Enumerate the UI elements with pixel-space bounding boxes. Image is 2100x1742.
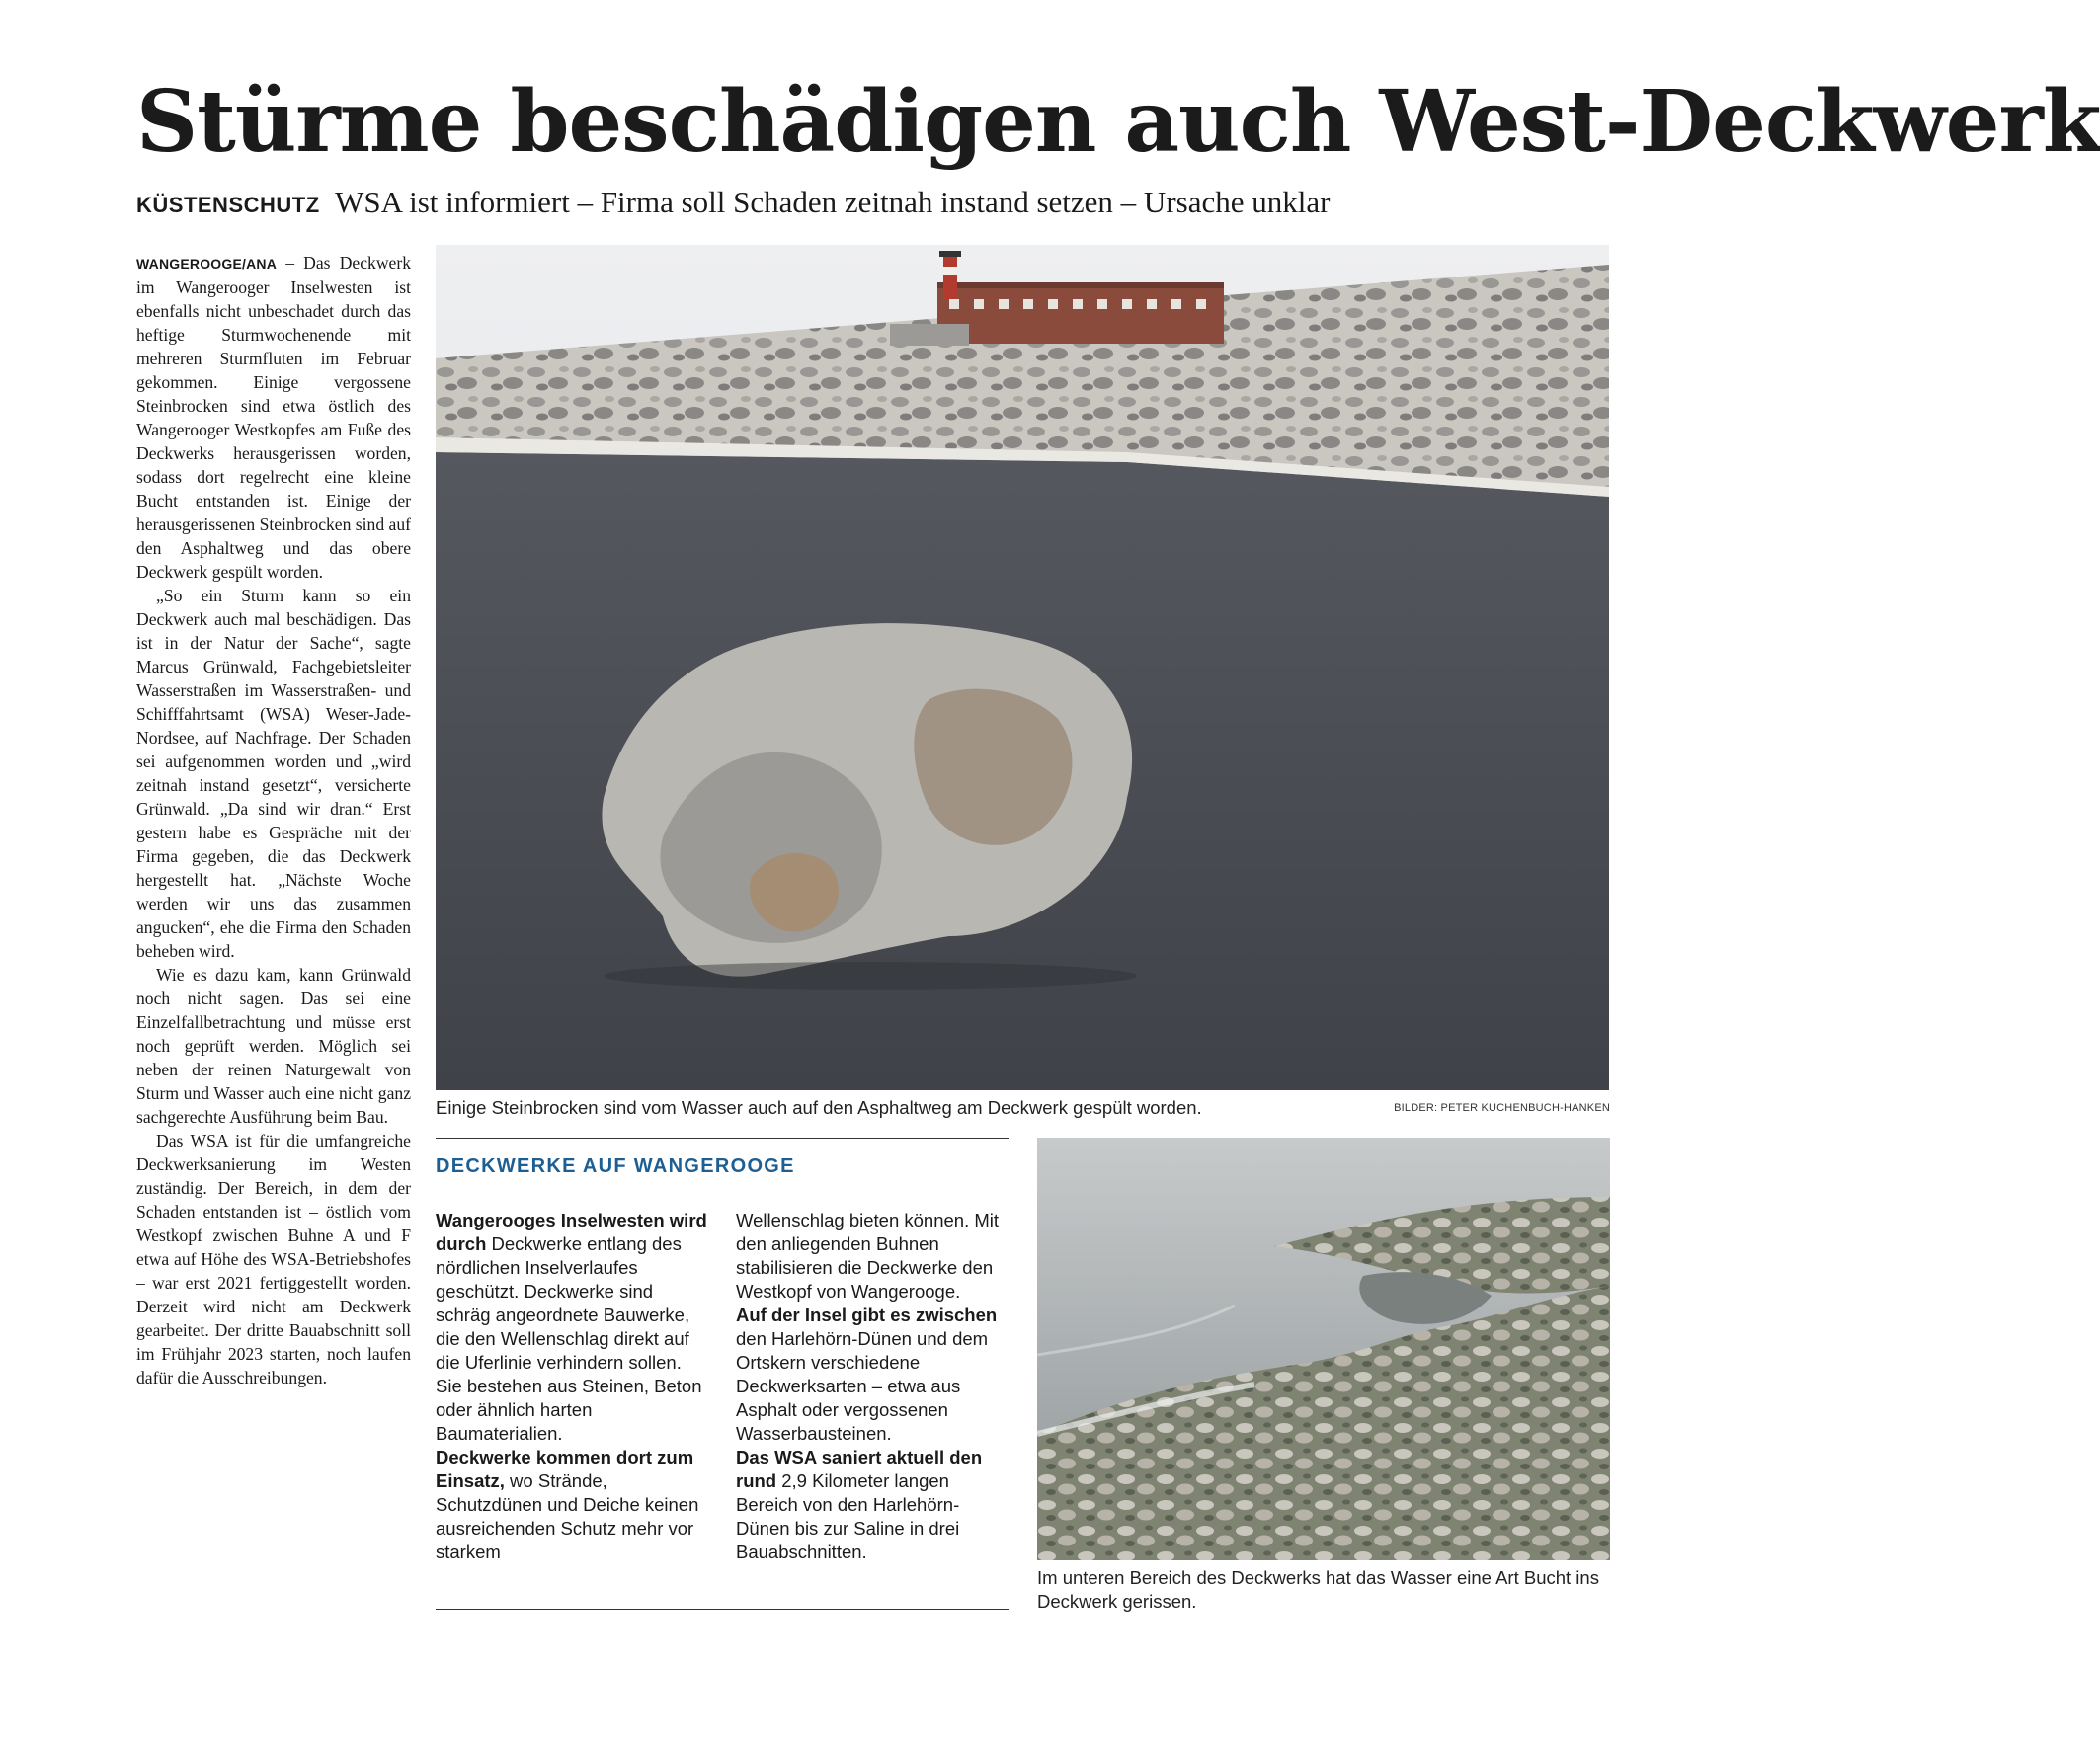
main-photo (436, 245, 1609, 1090)
subheadline (136, 183, 1618, 225)
paragraph-4: Das WSA ist für die umfangreiche Deckwerksanierung im Westen zuständig. Der Bereich, in dem der Schaden entstanden ist – östlich vom Westkopf zwischen Buhne A und F etwa auf Höhe des WSA-Betriebshofes – war erst 2021 fertiggestellt worden. Derzeit wird nicht am Deckwerk gearbeitet. Der dritte Bauabschnitt soll im Frühjahr 2023 starten, noch laufen dafür die Ausschreibungen. (136, 1131, 411, 1387)
deck: WSA ist informiert – Firma soll Schaden zeitnah instand setzen – Ursache unklar (335, 185, 1331, 219)
infobox-lead: Deckwerke kommen dort zum Einsatz, (436, 1447, 694, 1491)
infobox-column-2 (736, 1209, 1008, 1564)
infobox-bottom-rule (436, 1609, 1009, 1610)
infobox-text: Deckwerke entlang des nördlichen Inselverlaufes geschützt. Deckwerke sind schräg angeordnete Bauwerke, die den Wellenschlag direkt auf die Uferlinie verhindern sollen. Sie bestehen aus Steinen, Beton oder ähnlich harten Baumaterialien. (436, 1233, 702, 1444)
infobox-paragraph (436, 1209, 707, 1446)
secondary-photo-caption: Im unteren Bereich des Deckwerks hat das Wasser eine Art Bucht ins Deckwerk gerissen. (1037, 1567, 1599, 1612)
main-photo-caption: Einige Steinbrocken sind vom Wasser auch auf den Asphaltweg am Deckwerk gespült worden. (436, 1097, 1202, 1118)
paragraph-1 (136, 251, 411, 584)
infobox-paragraph (736, 1304, 1008, 1446)
paragraph-1-text: – Das Deckwerk im Wangerooger Inselwesten ist ebenfalls nicht unbeschadet durch das heftige Sturmwochenende mit mehreren Sturmfluten im Februar gekommen. Einige vergossene Steinbrocken sind etwa östlich des Wangerooger Westkopfes am Fuße des Deckwerks herausgerissen worden, sodass dort regelrecht eine kleine Bucht entstanden ist. Einige der herausgerissenen Steinbrocken sind auf den Asphaltweg und das obere Deckwerk gespült worden. (136, 253, 411, 582)
infobox-text: Wellenschlag bieten können. Mit den anliegenden Buhnen stabilisieren die Deckwerke den Westkopf von Wangerooge. (736, 1210, 1000, 1302)
infobox-text: den Harlehörn-Dünen und dem Ortskern verschiedene Deckwerksarten – etwa aus Asphalt oder vergossenen Wasserbausteinen. (736, 1328, 989, 1444)
secondary-photo (1037, 1138, 1610, 1560)
infobox-title: DECKWERKE AUF WANGEROOGE (436, 1155, 795, 1177)
infobox-text: wo Strände, Schutzdünen und Deiche keinen ausreichenden Schutz mehr vor starkem (436, 1470, 699, 1562)
infobox-top-rule (436, 1138, 1009, 1139)
headline: Stürme beschädigen auch West-Deckwerk (136, 72, 2100, 172)
kicker: KÜSTENSCHUTZ (136, 193, 320, 217)
photo-credit: BILDER: PETER KUCHENBUCH-HANKEN (1394, 1102, 1610, 1114)
infobox-paragraph (436, 1446, 707, 1564)
paragraph-2: „So ein Sturm kann so ein Deckwerk auch mal beschädigen. Das ist in der Natur der Sache“, sagte Marcus Grünwald, Fachgebietsleiter Wasserstraßen im Wasserstraßen- und Schifffahrtsamt (WSA) Weser-Jade-Nordsee, auf Nachfrage. Der Schaden sei aufgenommen worden und „wird zeitnah instand gesetzt“, versicherte Grünwald. „Da sind wir dran.“ Erst gestern habe es Gespräche mit der Firma gegeben, die das Deckwerk hergestellt hat. „Nächste Woche werden wir uns das zusammen angucken“, ehe die Firma den Schaden beheben wird. (136, 586, 411, 961)
infobox-lead: Auf der Insel gibt es zwischen (736, 1305, 998, 1325)
infobox-paragraph (736, 1209, 1008, 1304)
article-body (136, 251, 411, 1389)
infobox-text: 2,9 Kilometer langen Bereich von den Harlehörn-Dünen bis zur Saline in drei Bauabschnitten. (736, 1470, 960, 1562)
infobox-paragraph (736, 1446, 1008, 1564)
paragraph-3: Wie es dazu kam, kann Grünwald noch nicht sagen. Das sei eine Einzelfallbetrachtung und müsse erst noch geprüft werden. Möglich sei neben der reinen Naturgewalt von Sturm und Wasser auch eine nicht ganz sachgerechte Ausführung beim Bau. (136, 965, 411, 1127)
infobox-lead: Wangerooges Inselwesten wird durch (436, 1210, 707, 1254)
infobox-lead: Das WSA saniert aktuell den rund (736, 1447, 983, 1491)
infobox-column-1 (436, 1209, 707, 1564)
dateline: WANGEROOGE/ANA (136, 256, 278, 272)
